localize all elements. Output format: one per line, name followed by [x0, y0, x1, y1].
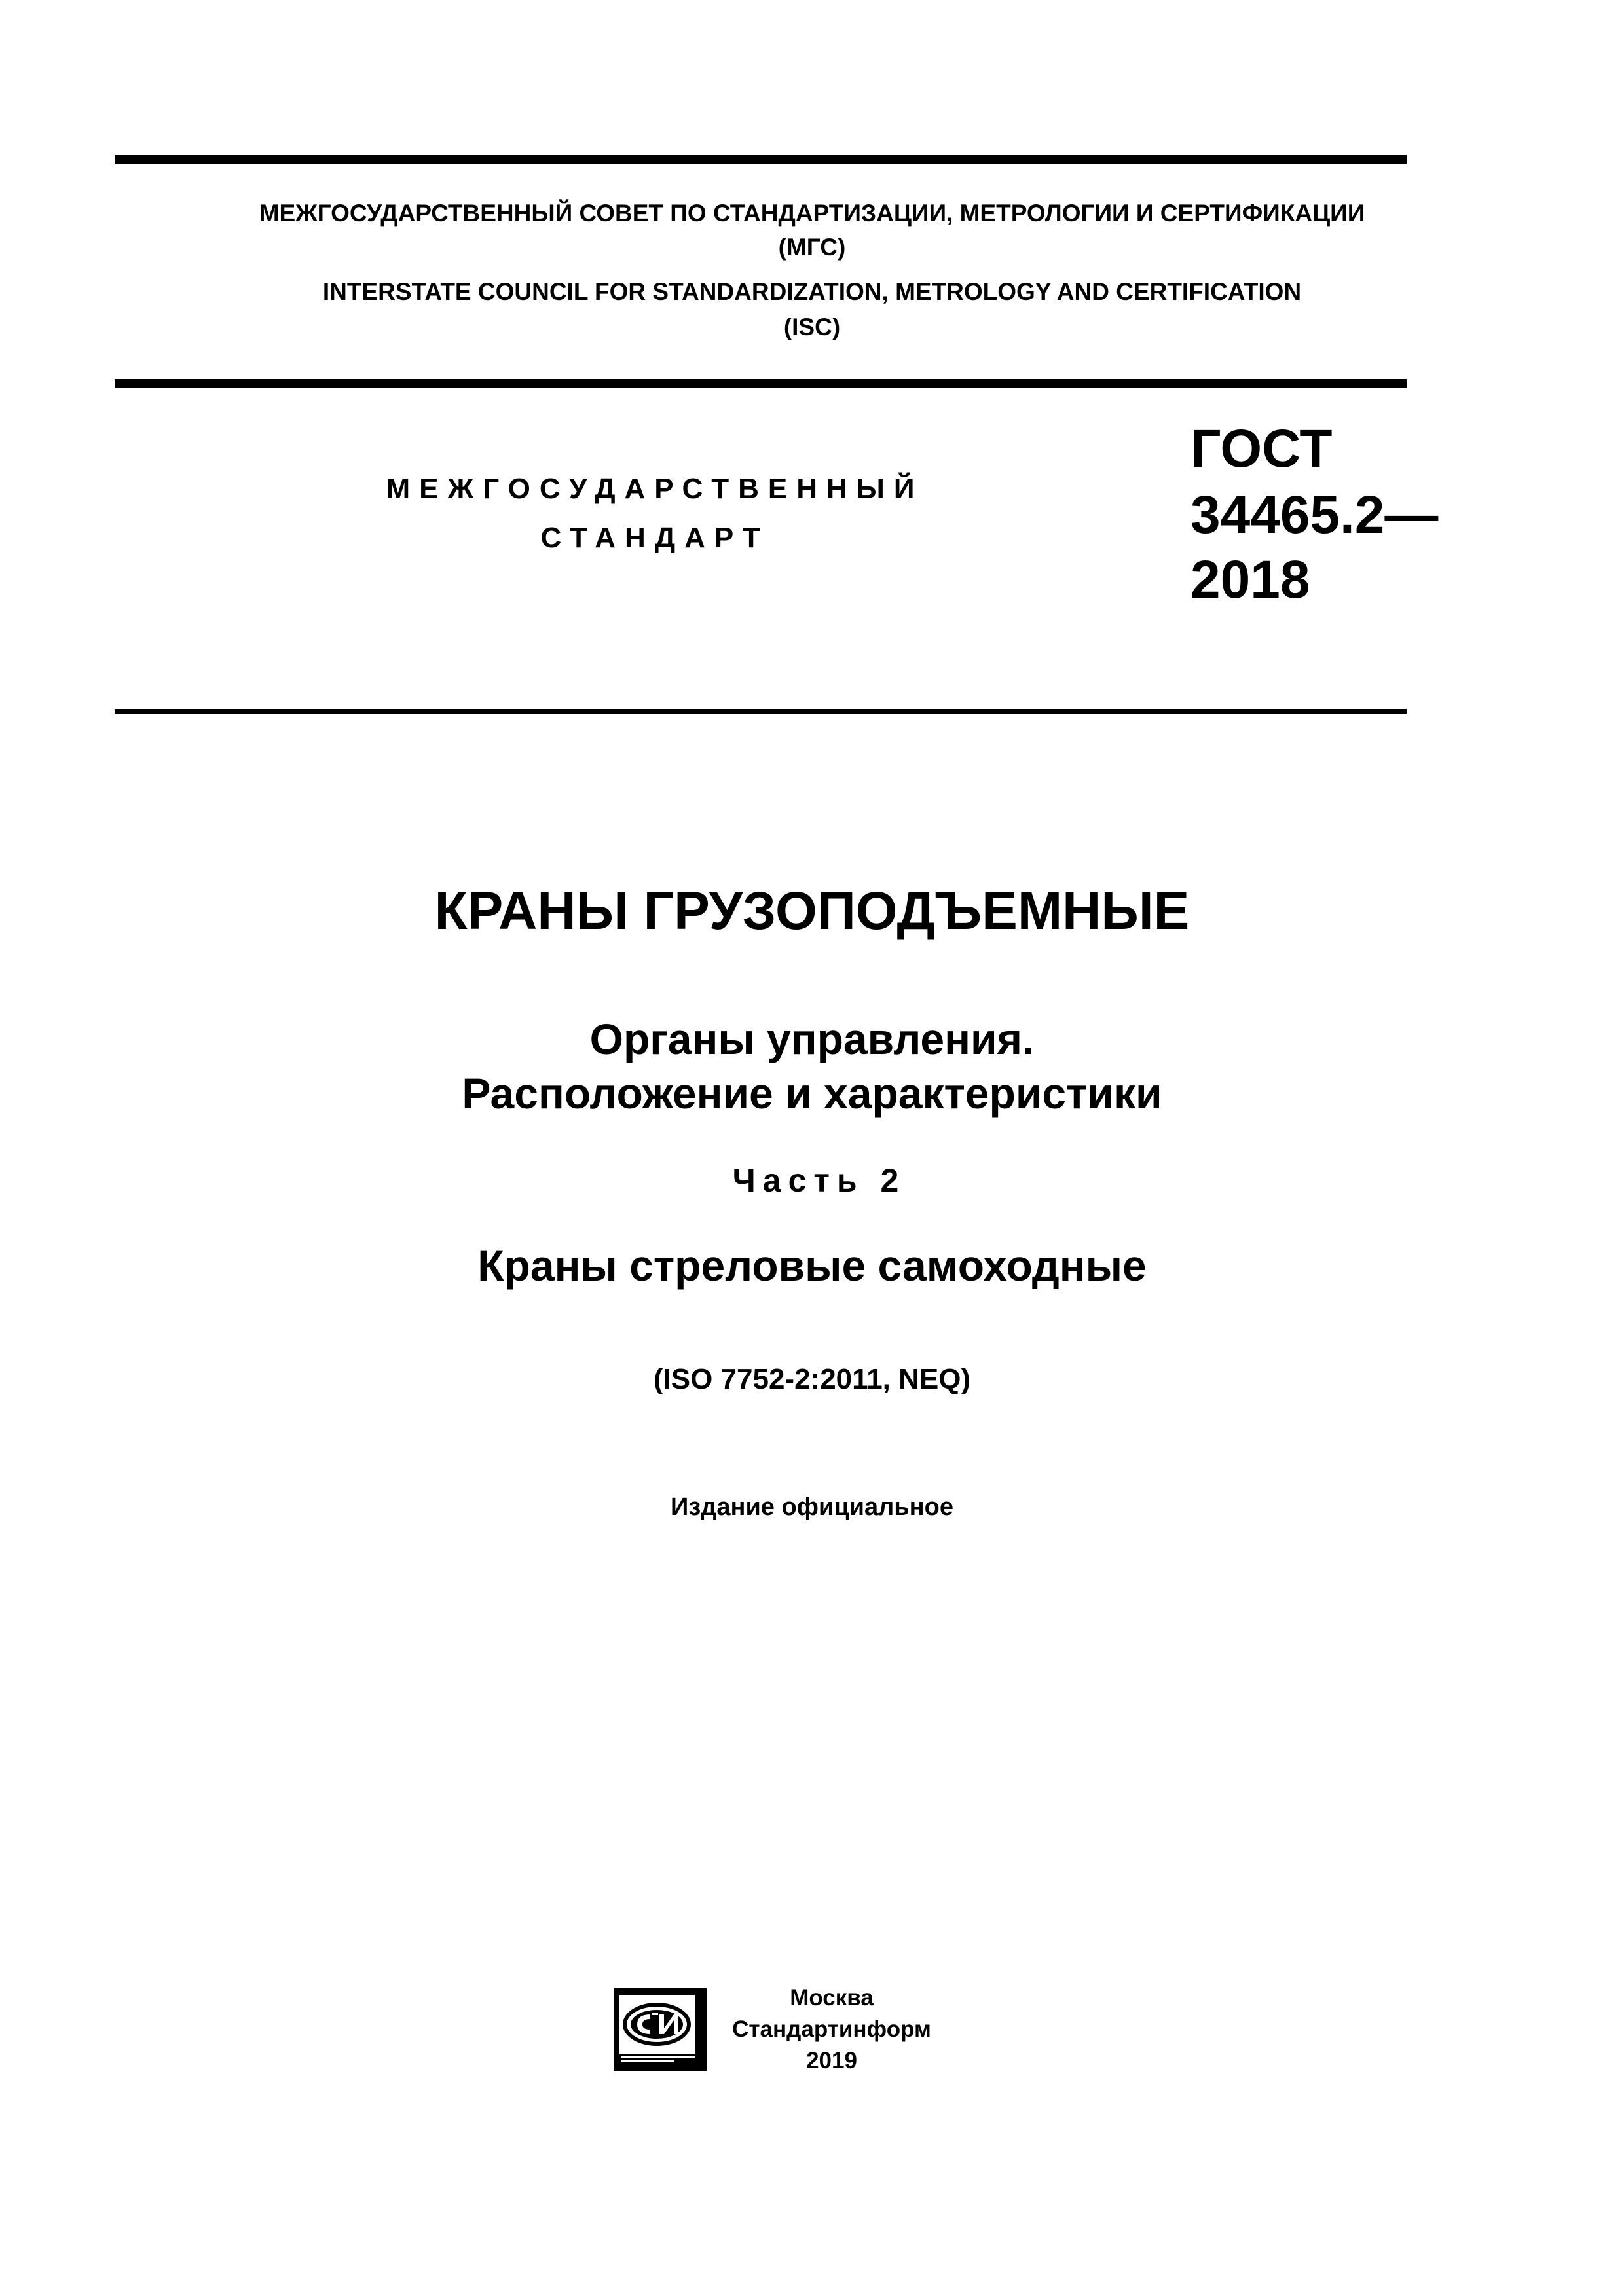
publisher-city: Москва: [790, 1985, 874, 2011]
council-abbr-en: (ISC): [783, 314, 841, 340]
standard-type-line2: СТАНДАРТ: [540, 522, 769, 554]
document-title: КРАНЫ ГРУЗОПОДЪЕМНЫЕ: [434, 881, 1190, 941]
council-abbr-ru: (МГС): [778, 234, 846, 261]
standartinform-logo-icon: [614, 1988, 707, 2071]
document-subtitle-line1: Органы управления.: [589, 1015, 1035, 1063]
part-title: Краны стреловые самоходные: [477, 1241, 1147, 1290]
gost-designation-line1: ГОСТ: [1190, 419, 1333, 479]
council-name-en: INTERSTATE COUNCIL FOR STANDARDIZATION, METROLOGY AND CERTIFICATION: [322, 278, 1302, 305]
council-name-ru: МЕЖГОСУДАРСТВЕННЫЙ СОВЕТ ПО СТАНДАРТИЗАЦИИ, МЕТРОЛОГИИ И СЕРТИФИКАЦИИ: [259, 200, 1365, 227]
part-label: Часть 2: [732, 1162, 906, 1199]
iso-reference: (ISO 7752-2:2011, NEQ): [653, 1363, 971, 1395]
edition-label: Издание официальное: [671, 1493, 953, 1521]
publication-year: 2019: [806, 2048, 857, 2073]
top-rule: [115, 155, 1407, 164]
middle-rule: [115, 379, 1407, 388]
document-subtitle-line2: Расположение и характеристики: [462, 1069, 1162, 1118]
gost-designation-line2: 34465.2—: [1190, 485, 1439, 545]
gost-designation-line3: 2018: [1190, 550, 1310, 610]
publisher-name: Стандартинформ: [732, 2016, 931, 2042]
bottom-rule: [115, 709, 1407, 714]
standard-type-line1: МЕЖГОСУДАРСТВЕННЫЙ: [386, 473, 924, 505]
